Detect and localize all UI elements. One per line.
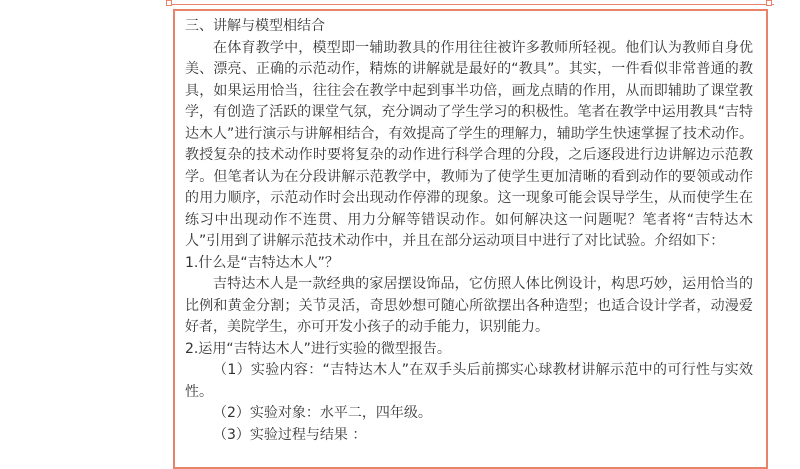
experiment-item-3: （3）实验过程与结果 ： bbox=[213, 426, 367, 443]
experiment-item-1: （1）实验内容：“吉特达木人”在双手头后前掷实心球教材讲解示范中的可行性与实效性。 bbox=[185, 362, 753, 400]
question-2-heading: 2.运用“吉特达木人”进行实验的微型报告。 bbox=[185, 340, 451, 357]
top-border-rule bbox=[168, 0, 774, 5]
question-1-heading: 1.什么是“吉特达木人”？ bbox=[185, 254, 339, 271]
intro-paragraph: 在体育教学中，模型即一辅助教具的作用往往被许多教师所轻视。他们认为教师自身优美、漂亮、正确的示范动作，精炼的讲解就是最好的“教具”。其实，一件看似非常普通的教具，如果运用恰当，往往会在教学中起到事半功倍，画龙点睛的作用，从而即辅助了课堂教学，有创造了活跃的课堂气氛，充分调动了学生学习的积极性。笔者在教学中运用教具“吉特达木人”进行演示与讲解相结合，有效提高了学生的理解力，辅助学生快速掌握了技术动作。教授复杂的技术动作时要将复杂的动作进行科学合理的分段，之后逐段进行边讲解边示范教学。但笔者认为在分段讲解示范教学中，教师为了使学生更加清晰的看到动作的要领或动作的用力顺序，示范动作时会出现动作停滞的现象。这一现象可能会误导学生，从而使学生在练习中出现动作不连贯、用力分解等错误动作。如何解决这一问题呢？笔者将“吉特达木人”引用到了讲解示范技术动作中，并且在部分运动项目中进行了对比试验。介绍如下： bbox=[185, 39, 753, 249]
experiment-item-2: （2）实验对象：水平二，四年级。 bbox=[213, 405, 432, 421]
article-body bbox=[185, 16, 753, 446]
question-1-body: 吉特达木人是一款经典的家居摆设饰品，它仿照人体比例设计，构思巧妙，运用恰当的比例和黄金分割；关节灵活，奇思妙想可随心所欲摆出各种造型；也适合设计学者，动漫爱好者，美院学生，亦可开发小孩子的动手能力，识别能力。 bbox=[185, 276, 753, 335]
right-corner-marker bbox=[766, 0, 772, 6]
section-heading: 三、讲解与模型相结合 bbox=[185, 18, 325, 34]
left-corner-marker bbox=[166, 0, 172, 6]
